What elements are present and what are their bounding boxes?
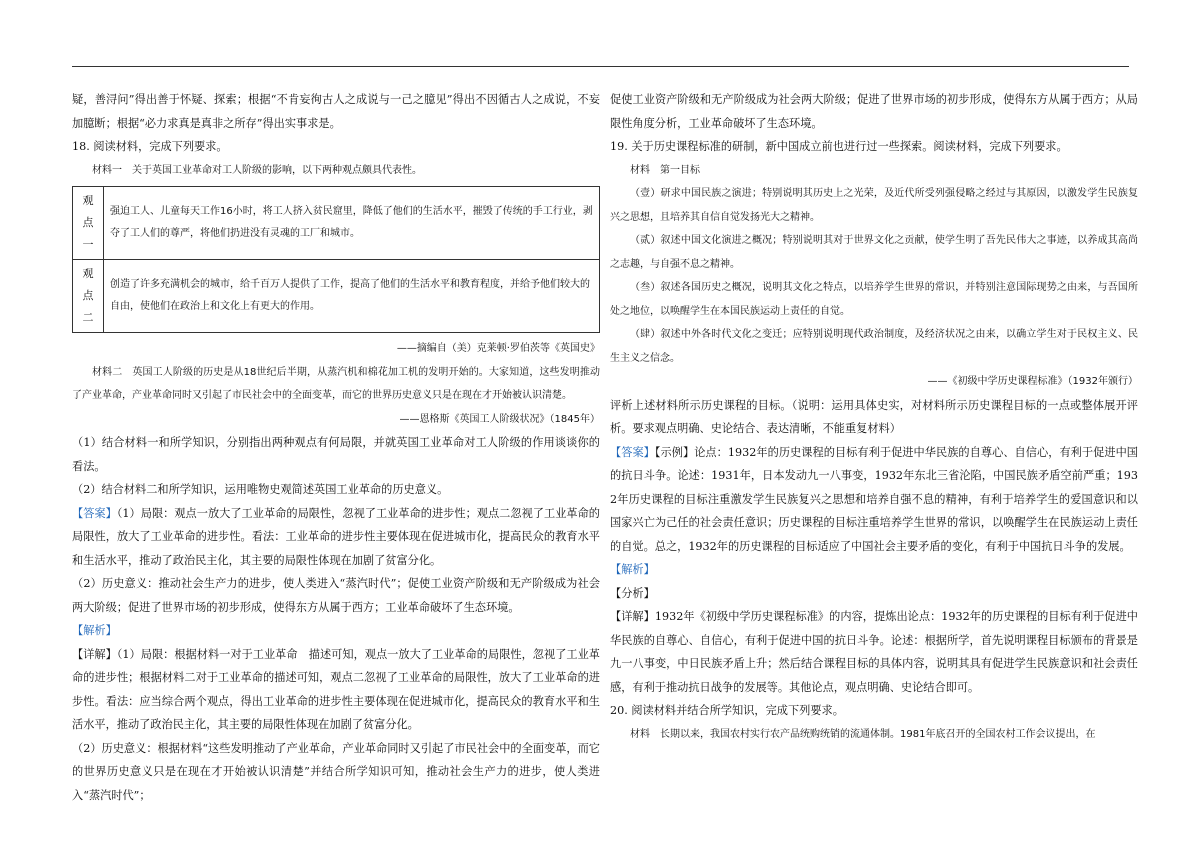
view-2-label: 观点二: [73, 260, 104, 333]
table-row: [73, 187, 600, 260]
answer-tag: 【答案】: [72, 506, 117, 520]
answer-1: （1）局限：观点一放大了工业革命的局限性，忽视了工业革命的进步性；观点二忽视了工业革命的局限性，放大了工业革命的进步性。看法：工业革命的进步性主要体现在促进城市化，提高民众的教育水平和生活水平，推动了政治民主化，其主要的局限性体现在加剧了贫富分化。: [72, 506, 600, 567]
answer-2: （2）历史意义：推动社会生产力的进步，使人类进入“蒸汽时代”；促使工业资产阶级和无产阶级成为社会两大阶级；促进了世界市场的初步形成，使得东方从属于西方；工业革命破坏了生态环境。: [72, 577, 600, 614]
detail-1: 【详解】（1）局限：根据材料一对于工业革命 描述可知，观点一放大了工业革命的局限性，忽视了工业革命的进步性；根据材料二对于工业革命的描述可知，观点二忽视了工业革命的局限性，放大了工业革命的进步性。看法：应当综合两个观点，得出工业革命的进步性主要体现在促进城市化，提高民众的教育水平和生活水平，推动了政治民主化，其主要的局限性体现在加剧了贫富分化。: [72, 647, 600, 731]
analysis-tag: 【解析】: [72, 624, 117, 637]
detail: 【详解】1932年《初级中学历史课程标准》的内容，提炼出论点：1932年的历史课程的目标有利于促进中华民族的自尊心、自信心，有利于促进中国的抗日斗争。论述：根据所学，首先说明课程目标颁布的背景是九一八事变，中日民族矛盾上升；然后结合课程目标的具体内容，说明其具有促进学生民族意识和社会责任感，有利于推动抗日战争的发展等。其他论点，观点明确、史论结合即可。: [610, 610, 1138, 694]
question-19: 19. 关于历史课程标准的研制，新中国成立前也进行过一些探索。阅读材料，完成下列要求。: [610, 140, 1068, 153]
material-1-source: ——摘编自（美）克莱顿·罗伯茨等《英国史》: [396, 343, 600, 354]
goal-4: （肆）叙述中外各时代文化之变迁；应特别说明现代政治制度，及经济状况之由来，以确立学生对于民权主义、民生主义之信念。: [610, 329, 1138, 364]
requirement-1: （1）结合材料一和所学知识，分别指出两种观点有何局限，并就英国工业革命对工人阶级的作用谈谈你的看法。: [72, 436, 600, 473]
answer: 【示例】论点：1932年的历史课程的目标有利于促进中华民族的自尊心、自信心，有利于促进中国的抗日斗争。论述：1931年，日本发动九一八事变，1932年东北三省沦陷，中国民族矛盾空前严重；1932年历史课程的目标注重激发学生民族复兴之思想和培养自强不息的精神，有利于培养学生的爱国意识和以国家兴亡为己任的社会责任意识；历史课程的目标注重培养学生世界的常识，以唤醒学生在民族运动上责任的自觉。总之，1932年的历史课程的目标适应了中国社会主要矛盾的变化，有利于中国抗日斗争的发展。: [610, 445, 1138, 553]
material-2: 材料二 英国工人阶级的历史是从18世纪后半期，从蒸汽机和棉花加工机的发明开始的。大家知道，这些发明推动了产业革命，产业革命同时又引起了市民社会中的全面变革，而它的世界历史意义只是在现在才开始被认识清楚。: [72, 366, 600, 401]
paragraph: 疑，善浔问”得出善于怀疑、探索；根据“不肯妄徇古人之成说与一己之臆见”得出不因循古人之成说，不妄加臆断；根据“必力求真是真非之所存”得出实事求是。: [72, 93, 600, 130]
material-header: 材料 第一目标: [630, 164, 700, 176]
paragraph: 促使工业资产阶级和无产阶级成为社会两大阶级；促进了世界市场的初步形成，使得东方从属于西方；从局限性角度分析，工业革命破坏了生态环境。: [610, 93, 1138, 130]
goal-1: （壹）研求中国民族之演进；特别说明其历史上之光荣，及近代所受列强侵略之经过与其原因，以激发学生民族复兴之思想，且培养其自信自觉发扬光大之精神。: [610, 188, 1138, 223]
view-1-label: 观点一: [73, 187, 104, 260]
header-rule: [72, 66, 1129, 67]
material-20: 材料 长期以来，我国农村实行农产品统购统销的流通体制。1981年底召开的全国农村工作会议提出，在: [630, 728, 1096, 740]
answer-tag: 【答案】: [610, 445, 655, 459]
question-18: 18. 阅读材料，完成下列要求。: [72, 140, 228, 153]
view-2-text: 创造了许多充满机会的城市，给千百万人提供了工作，提高了他们的生活水平和教育程度，并给予他们较大的自由，使他们在政治上和文化上有更大的作用。: [104, 260, 600, 333]
view-1-text: 强迫工人、儿童每天工作16小时，将工人挤入贫民窟里，降低了他们的生活水平，摧毁了传统的手工行业，剥夺了工人们的尊严，将他们扔进没有灵魂的工厂和城市。: [104, 187, 600, 260]
viewpoints-table: [72, 186, 600, 333]
answer-block: [610, 441, 1138, 559]
table-row: [73, 260, 600, 333]
material-2-source: ——恩格斯《英国工人阶级状况》（1845年）: [399, 413, 600, 425]
detail-2: （2）历史意义：根据材料“这些发明推动了产业革命，产业革命同时又引起了市民社会中的全面变革，而它的世界历史意义只是在现在才开始被认识清楚”并结合所学知识可知，推动社会生产力的进步，使人类进入“蒸汽时代”；: [72, 741, 600, 802]
requirement-2: （2）结合材料二和所学知识，运用唯物史观简述英国工业革命的历史意义。: [72, 483, 449, 496]
analysis-heading: 【分析】: [610, 586, 655, 600]
question-20: 20. 阅读材料并结合所学知识，完成下列要求。: [610, 704, 844, 717]
analysis-tag: 【解析】: [610, 563, 655, 576]
goal-3: （叁）叙述各国历史之概况，说明其文化之特点，以培养学生世界的常识，并特别注意国际现势之由来，与吾国所处之地位，以唤醒学生在本国民族运动上责任的自觉。: [610, 282, 1138, 317]
requirement: 评析上述材料所示历史课程的目标。（说明：运用具体史实，对材料所示历史课程目标的一点或整体展开评析。要求观点明确、史论结合、表达清晰，不能重复材料）: [610, 398, 1138, 435]
material-1-header: 材料一 关于英国工业革命对工人阶级的影响，以下两种观点颇具代表性。: [92, 164, 422, 176]
right-column: [610, 88, 1138, 746]
goal-2: （贰）叙述中国文化演进之概况；特别说明其对于世界文化之贡献，使学生明了吾先民伟大之事迹，以养成其高尚之志趣，与自强不息之精神。: [610, 235, 1138, 270]
material-source: ——《初级中学历史课程标准》（1932年颁行）: [927, 376, 1138, 387]
left-column: [72, 88, 600, 807]
answer-block-1: [72, 502, 600, 573]
